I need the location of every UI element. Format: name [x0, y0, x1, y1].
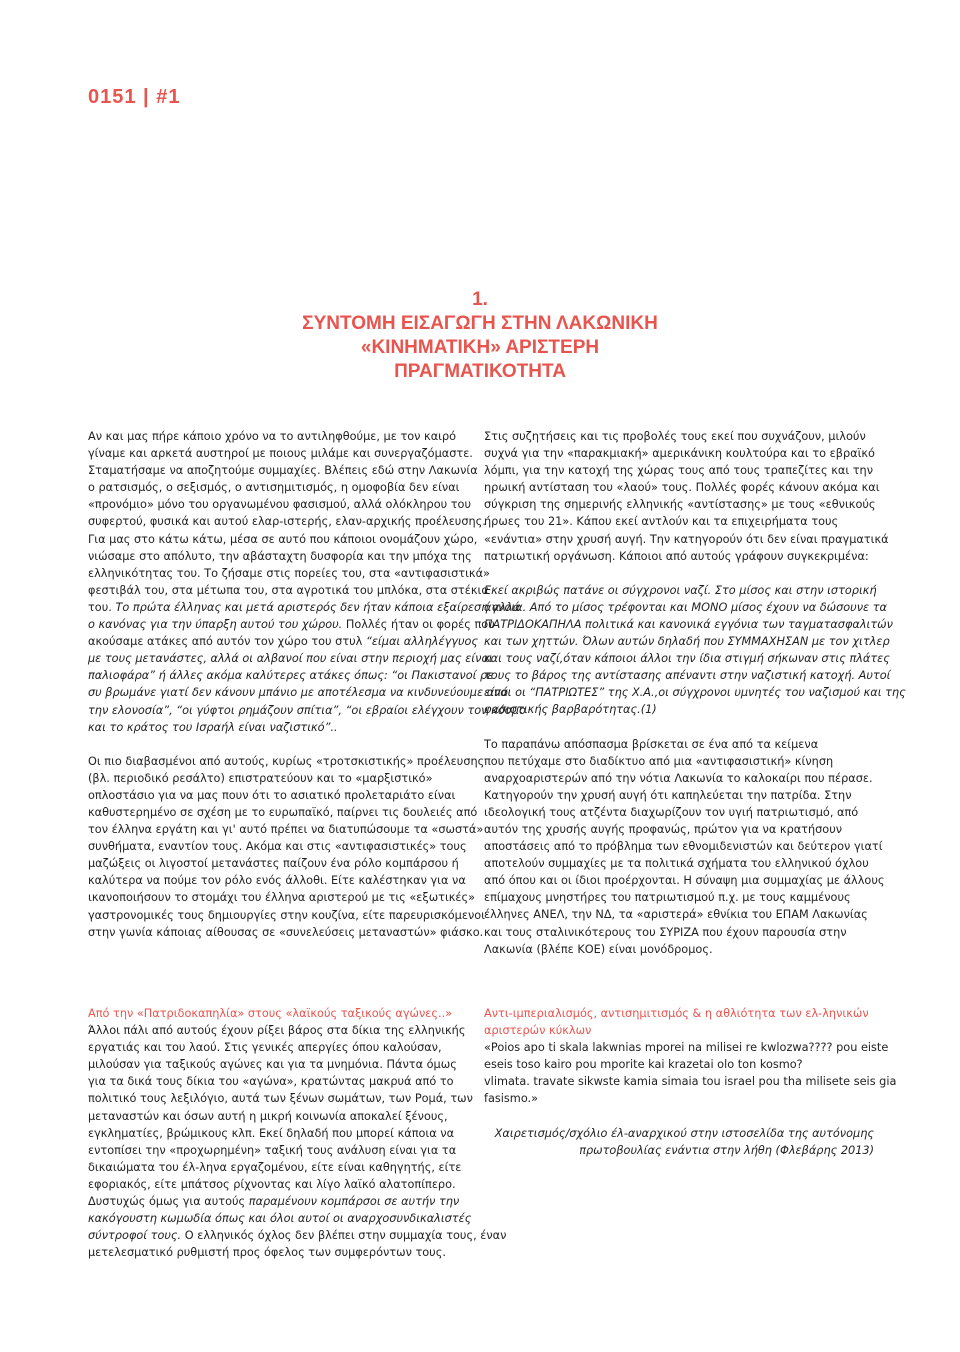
text-line: Οι πιο διαβασμένοι από αυτούς, κυρίως «τροτσκιστικής» προέλευσης — [88, 754, 485, 768]
text-line: Άλλοι πάλι από αυτούς έχουν ρίξει βάρος στα δίκια της ελληνικής — [88, 1024, 466, 1038]
quote-line: eseis toso kairo pou mporite kai krazetai olo ton kosmo? — [484, 1058, 803, 1072]
text-line: γαστρονομικές τους δημιουργίες στην κουζίνα, είτε παρευρισκόμενοι — [88, 908, 485, 922]
text-line: τον έλληνα εργάτη και γι' αυτό πρέπει να διατυπώσουμε τα «σωστά» — [88, 823, 484, 837]
text-line: συνθήματα, εναντίον τους. Ακόμα και στις «αντιφασιστικές» τους — [88, 840, 467, 854]
text-line — [88, 633, 478, 650]
text-line: αναρχοαριστερών από την νότια Λακωνία το καλοκαίρι που πέρασε. — [484, 771, 873, 785]
paragraph-gap — [484, 719, 874, 736]
text-line: αποτελούν συμμαχίες με τα πολιτικά σχήματα του ελληνικού όχλου — [484, 857, 869, 871]
text-line: και τους σταλινικότερους του ΣΥΡΙΖΑ που έχουν παρουσία στην — [484, 925, 847, 939]
text-line: πατριωτική οργάνωση. Κάποιοι από αυτούς γράφουν συγκεκριμένα: — [484, 549, 869, 563]
text-line: ο ρατσισμός, ο σεξισμός, ο αντισημιτισμός, η ομοφοβία δεν είναι — [88, 481, 460, 495]
text-line: μετελεσματικό ρυθμιστή προς όφελος των συμφερόντων τους. — [88, 1246, 446, 1260]
paragraph-gap — [484, 565, 874, 582]
italic-fragment: “είμαι αλληλέγγυος — [365, 635, 479, 649]
text-line: μαζώξεις οι λιγοστοί μετανάστες παίζουν ένα ρόλο κομπάρσου ή — [88, 857, 459, 871]
text-line: από όπου και οι ίδιοι προέρχονται. Η σύναψη μια συμμαχίας με άλλους — [484, 874, 885, 888]
text-line: ήρωες του 21». Κάπου εκεί αντλούν και τα επιχειρήματα τους — [484, 515, 839, 529]
text-line: ικανοποιήσουν το στομάχι του έλληνα αριστερού με τις «εξωτικές» — [88, 891, 476, 905]
text-line: Αν και μας πήρε κάποιο χρόνο να το αντιληφθούμε, με τον καιρό — [88, 430, 457, 443]
quote-line: vlimata. travate sikwste kamia simaia tou israel pou tha milisete seis gia — [484, 1075, 897, 1089]
text-line: για τα δικά τους δίκια του «αγώνα», κρατώντας μακρυά από το — [88, 1075, 454, 1089]
paragraph-gap — [484, 1108, 874, 1125]
text-line — [88, 599, 521, 616]
text-line: Στις συζητήσεις και τις προβολές τους εκεί που συχνάζουν, μιλούν — [484, 430, 866, 443]
text-fragment: Πολλές ήταν οι φορές που — [345, 618, 495, 632]
text-line: συχνά για την «παρακμιακή» αμερικάνικη κουλτούρα και το εβραϊκό — [484, 447, 875, 461]
text-fragment: ακούσαμε ατάκες από αυτόν τον χώρο του στυλ — [88, 635, 363, 649]
text-line: Λακωνία (βλέπε ΚΟΕ) είναι μονόδρομος. — [484, 942, 713, 956]
text-line: καθυστερημένο σε σχέση με το ευρωπαϊκό, παίρνει τις δουλειές από — [88, 805, 478, 819]
text-fragment: Ο ελληνικός όχλος δεν βλέπει στην συμμαχία τους, έναν — [184, 1229, 507, 1243]
page-header: 0151 | #1 — [88, 86, 181, 108]
text-line: κακόγουστη κωμωδία όπως και όλοι αυτοί οι αναρχοσυνδικαλιστές — [88, 1212, 472, 1226]
text-line: Το παραπάνω απόσπασμα βρίσκεται σε ένα από τα κείμενα — [484, 737, 819, 751]
caption-line: πρωτοβουλίας ενάντια στην λήθη (Φλεβάρης 2013) — [579, 1143, 874, 1157]
text-line: συφερτού, φυσικά και αυτού ελαρ-ιστερής, ελαν-αρχικής προέλευσης. — [88, 515, 486, 529]
text-line: ιδεολογική τους ατζέντα διαχωρίζουν τον υγιή πατριωτισμό, από — [484, 805, 859, 819]
bottom-left-section — [88, 1005, 507, 1261]
text-line: ΠΑΤΡΙΔΟΚΑΠΗΛΑ πολιτικά και κανονικά εγγόνια των ταγματασφαλιτών — [484, 617, 893, 631]
text-line: εντοπίσει την «προχωρημένη» ταξική τους ανάλυση είναι για τα — [88, 1143, 457, 1157]
right-column — [484, 428, 906, 958]
text-line — [88, 1193, 460, 1210]
text-line: μεταναστών και όσων αυτή η μικρή κοινωνία αποκαλεί ξένους, — [88, 1109, 448, 1123]
text-line: ηρωική αντίσταση του «λαού» τους. Πολλές φορές κάνουν ακόμα και — [484, 481, 880, 495]
text-line: Εκεί ακριβώς πατάνε οι σύγχρονοι ναζί. Στο μίσος και στην ιστορική — [484, 583, 877, 597]
text-line: μιλούσαν για ταξικούς αγώνες και για τα μνημόνια. Πάντα όμως — [88, 1058, 457, 1072]
quote-line: «Poios apo ti skala lakwnias mporei na milisei re kwlozwa???? pou eiste — [484, 1041, 889, 1055]
text-line: καλύτερα να πούμε τον ρόλο ενός άλλοθι. Είτε καλέστηκαν για να — [88, 874, 466, 888]
bottom-right-section — [484, 1005, 897, 1159]
italic-fragment: ο κανόνας για την ύπαρξη αυτού του χώρου. — [88, 618, 343, 632]
text-line: παλιοφάρα” ή άλλες ακόμα καλύτερες ατάκες όπως: “οι Πακιστανοί ρε — [88, 669, 494, 683]
text-line: στην γωνία κάποιας αίθουσας σε «συνελεύσεις μεταναστών» φιάσκο. — [88, 925, 484, 939]
text-line: εφοριακός, είτε μπάτσος ρίχνοντας και λίγο λαϊκό αλατοπίπερο. — [88, 1177, 456, 1191]
text-line: Σταματήσαμε να αποζητούμε συμμαχίες. Βλέπεις εδώ στην Λακωνία — [88, 464, 478, 478]
text-line: και των χηττών. Όλων αυτών δηλαδή που ΣΥΜΜΑΧΗΣΑΝ με τον χιτλερ — [484, 635, 890, 649]
chapter-title-line-1: ΣΥΝΤΟΜΗ ΕΙΣΑΓΩΓΗ ΣΤΗΝ ΛΑΚΩΝΙΚΗ — [302, 313, 658, 334]
left-column — [88, 428, 526, 941]
text-line: άγνοια. Από το μίσος τρέφονται και ΜΟΝΟ μίσος έχουν να δώσουνε τα — [484, 600, 887, 614]
section-heading: Αντι-ιμπεριαλισμός, αντισημιτισμός & η αθλιότητα των ελ-ληνικών — [484, 1007, 869, 1020]
italic-fragment: παραμένουν κομπάρσοι σε αυτήν την — [248, 1195, 460, 1209]
text-line: πολιτικό τους λεξιλόγιο, αυτά των ξένων σωμάτων, των Ρομά, των — [88, 1092, 473, 1106]
text-line: συ βρωμάνε γιατί δεν κάνουν μπάνιο με αποτέλεσμα να κινδυνεύουμε από — [88, 686, 508, 700]
chapter-title — [0, 288, 960, 384]
text-line: δικαιώματα του έλ-ληνα εργαζομένου, είτε είναι καθηγητής, είτε — [88, 1160, 462, 1174]
text-line — [88, 616, 495, 633]
text-line: ελληνικότητας του. Το ζήσαμε στις πορείες του, στα «αντιφασιστικά» — [88, 566, 490, 580]
text-line: και τους ναζί,όταν κάποιοι άλλοι την ίδια στιγμή σήκωναν στις πλάτες — [484, 652, 890, 666]
text-line: (βλ. περιοδικό ρεσάλτο) επιστρατεύουν και το «μαρξιστικό» — [88, 771, 433, 785]
text-line: νιώσαμε στο απόλυτο, την αβάσταχτη δυσφορία και την μπόχα της — [88, 549, 472, 563]
text-line: που πετύχαμε στο διαδίκτυο από μια «αντιφασιστική» κίνηση — [484, 754, 834, 768]
text-line: «προνόμιο» μόνο του οργανωμένου φασισμού, αλλά ολόκληρου του — [88, 498, 472, 512]
text-line: φασιστικής βαρβαρότητας.(1) — [484, 703, 657, 717]
text-line: σύγκριση της σημερινής ελληνικής «αντίστασης» με τους «εθνικούς — [484, 498, 876, 512]
chapter-title-line-2: «ΚΙΝΗΜΑΤΙΚΗ» ΑΡΙΣΤΕΡΗ — [360, 337, 600, 358]
text-line: επίμαχους μνηστήρες του πατριωτισμού π.χ. με τους καμμένους — [484, 891, 851, 905]
text-line: είναι οι “ΠΑΤΡΙΩΤΕΣ” της Χ.Α.,οι σύγχρονοι υμνητές του ναζισμού και της — [484, 686, 906, 700]
text-line: την ελονοσία”, “οι γύφτοι ρημάζουν σπίτια”, “οι εβραίοι ελέγχουν τον κόσμο — [88, 703, 526, 717]
quote-line: fasismo.» — [484, 1092, 539, 1106]
text-line: αποστάσεις από το πρόβλημα των εθνομιδενιστών και δεύτερον γιατί — [484, 840, 883, 854]
text-line: αυτόν της χρυσής αυγής προφανώς, πρώτον για να κρατήσουν — [484, 822, 843, 836]
section-heading: αριστερών κύκλων — [484, 1024, 592, 1038]
text-line: εργατιάς και του λαού. Στις γενικές απεργίες όπου καλούσαν, — [88, 1041, 442, 1055]
text-line: φεστιβάλ του, στα μέτωπα του, στα αγροτικά του μπλόκα, στα στέκια — [88, 583, 489, 597]
text-line — [88, 1227, 507, 1244]
text-line: έλληνες ΑΝΕΛ, την ΝΔ, τα «αριστερά» εθνίκια του ΕΠΑΜ Λακωνίας — [484, 908, 868, 922]
text-fragment: του. — [88, 600, 112, 614]
chapter-number: 1. — [472, 289, 488, 310]
text-line: Για μας στο κάτω κάτω, μέσα σε αυτό που κάποιοι ονομάζουν χώρο, — [88, 532, 478, 546]
text-fragment: Δυστυχώς όμως για αυτούς — [88, 1195, 246, 1209]
italic-fragment: σύντροφοί τους. — [88, 1229, 182, 1243]
italic-fragment: Το πρώτα έλληνας και μετά αριστερός δεν ήταν κάποια εξαίρεση αλλά — [115, 600, 521, 614]
text-line: με τους μετανάστες, αλλά οι αλβανοί που είναι στην περιοχή μας είναι — [88, 652, 493, 666]
caption-line: Χαιρετισμός/σχόλιο έλ-αναρχικού στην ιστοσελίδα της αυτόνομης — [494, 1126, 874, 1140]
section-heading: Από την «Πατριδοκαπηλία» στους «λαϊκούς ταξικούς αγώνες..» — [88, 1007, 453, 1020]
text-line: «ενάντια» στην χρυσή αυγή. Την κατηγορούν ότι δεν είναι πραγματικά — [484, 532, 889, 546]
chapter-title-line-3: ΠΡΑΓΜΑΤΙΚΟΤΗΤΑ — [394, 361, 566, 382]
text-line: γίναμε και αρκετά αυστηροί με ποιους μιλάμε και συνεργαζόμαστε. — [88, 447, 473, 461]
text-line: τους το βάρος της αντίστασης απέναντι στην ναζιστική κατοχή. Αυτοί — [484, 669, 891, 683]
text-line: οπλοστάσιο για να μας πουν ότι το ασιατικό προλεταριάτο είναι — [88, 788, 456, 802]
text-line: λόμπι, για την κατοχή της χώρας τους από τους τραπεζίτες και την — [484, 464, 874, 478]
paragraph-gap — [88, 736, 478, 753]
text-line: Κατηγορούν την χρυσή αυγή ότι καπηλεύεται την πατρίδα. Στην — [484, 788, 852, 802]
text-line: και το κράτος του Ισραήλ είναι ναζιστικό”.. — [88, 720, 338, 734]
text-line: εγκληματίες, βρώμικους κλπ. Εκεί δηλαδή που μπορεί κάποια να — [88, 1126, 455, 1140]
